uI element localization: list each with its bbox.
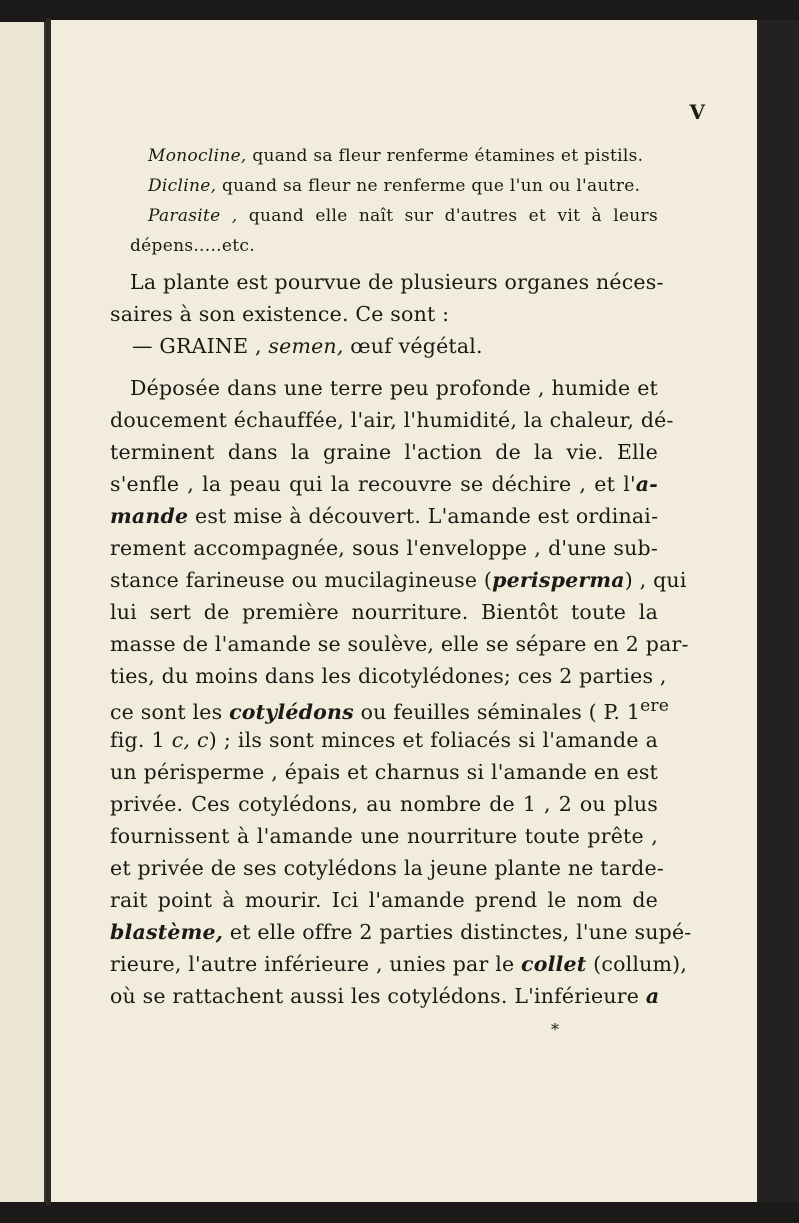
body-line	[110, 696, 670, 724]
text-span: ) ; ils sont minces et foliacés si l'amande a	[208, 728, 659, 752]
italic-span: collet	[521, 952, 587, 976]
body-line: ties, du moins dans les dicotylédones; ces 2 parties ,	[110, 664, 667, 688]
body-line	[110, 920, 692, 944]
body-line: privée. Ces cotylédons, au nombre de 1 , 2 ou plus	[110, 792, 658, 816]
body-line: et privée de ses cotylédons la jeune plante ne tarde-	[110, 856, 664, 880]
body-line	[110, 952, 688, 976]
definition-text: quand sa fleur renferme étamines et pistils.	[246, 146, 644, 166]
page-shadow	[757, 20, 799, 1202]
italic-span: blastème,	[110, 920, 224, 944]
definition-parasite	[148, 206, 658, 226]
text-span: où se rattachent aussi les cotylédons. L'inférieure	[110, 984, 646, 1008]
italic-span: a	[645, 984, 660, 1008]
term: Parasite ,	[148, 206, 238, 226]
section-heading-graine	[132, 334, 483, 358]
body-line	[110, 984, 658, 1008]
facing-page-edge	[0, 22, 46, 1202]
body-line	[110, 728, 658, 752]
body-line: fournissent à l'amande une nourriture toute prête ,	[110, 824, 658, 848]
text-span: ) , qui	[624, 568, 687, 592]
heading-title: — GRAINE ,	[132, 334, 269, 358]
heading-rest: œuf végétal.	[343, 334, 483, 358]
definition-text: quand elle naît sur d'autres et vit à leurs	[237, 206, 659, 226]
text-span: ou feuilles séminales ( P. 1	[353, 699, 641, 724]
text-span: stance farineuse ou mucilagineuse (	[110, 568, 493, 592]
organs-intro-line-1: La plante est pourvue de plusieurs organes néces-	[130, 270, 664, 294]
term: Dicline,	[148, 176, 217, 196]
text-span: (collum),	[586, 952, 688, 976]
italic-span: perisperma	[492, 568, 625, 592]
body-line: doucement échauffée, l'air, l'humidité, la chaleur, dé-	[110, 408, 674, 432]
superscript: ere	[640, 696, 670, 716]
definition-dicline	[148, 176, 640, 196]
definition-monocline	[148, 146, 643, 166]
body-line	[110, 472, 658, 496]
text-span: est mise à découvert. L'amande est ordinai-	[188, 504, 659, 528]
body-line: Déposée dans une terre peu profonde , humide et	[130, 376, 658, 400]
text-span: rieure, l'autre inférieure , unies par le	[110, 952, 522, 976]
body-line: terminent dans la graine l'action de la vie. Elle	[110, 440, 658, 464]
term: Monocline,	[148, 146, 247, 166]
italic-span: mande	[110, 504, 189, 528]
body-line: un périsperme , épais et charnus si l'amande en est	[110, 760, 658, 784]
body-line	[110, 504, 658, 528]
page-number: V	[689, 100, 705, 124]
italic-span: a-	[635, 472, 658, 496]
signature-mark: *	[551, 1020, 559, 1039]
organs-intro-line-2: saires à son existence. Ce sont :	[110, 302, 450, 326]
heading-latin: semen,	[268, 334, 344, 358]
text-span: fig. 1	[110, 728, 172, 752]
body-line: masse de l'amande se soulève, elle se sépare en 2 par-	[110, 632, 689, 656]
definition-continuation: dépens.....etc.	[130, 236, 255, 256]
body-line: lui sert de première nourriture. Bientôt toute la	[110, 600, 658, 624]
body-line	[110, 568, 687, 592]
book-page	[51, 20, 757, 1202]
body-line: rement accompagnée, sous l'enveloppe , d'une sub-	[110, 536, 658, 560]
body-line: rait point à mourir. Ici l'amande prend le nom de	[110, 888, 658, 912]
text-span: et elle offre 2 parties distinctes, l'une supé-	[223, 920, 692, 944]
definition-text: quand sa fleur ne renferme que l'un ou l'autre.	[216, 176, 641, 196]
italic-span: c, c	[171, 728, 209, 752]
italic-span: cotylédons	[229, 699, 354, 724]
text-span: s'enfle , la peau qui la recouvre se déchire , et l'	[110, 472, 636, 496]
text-span: ce sont les	[110, 699, 230, 724]
